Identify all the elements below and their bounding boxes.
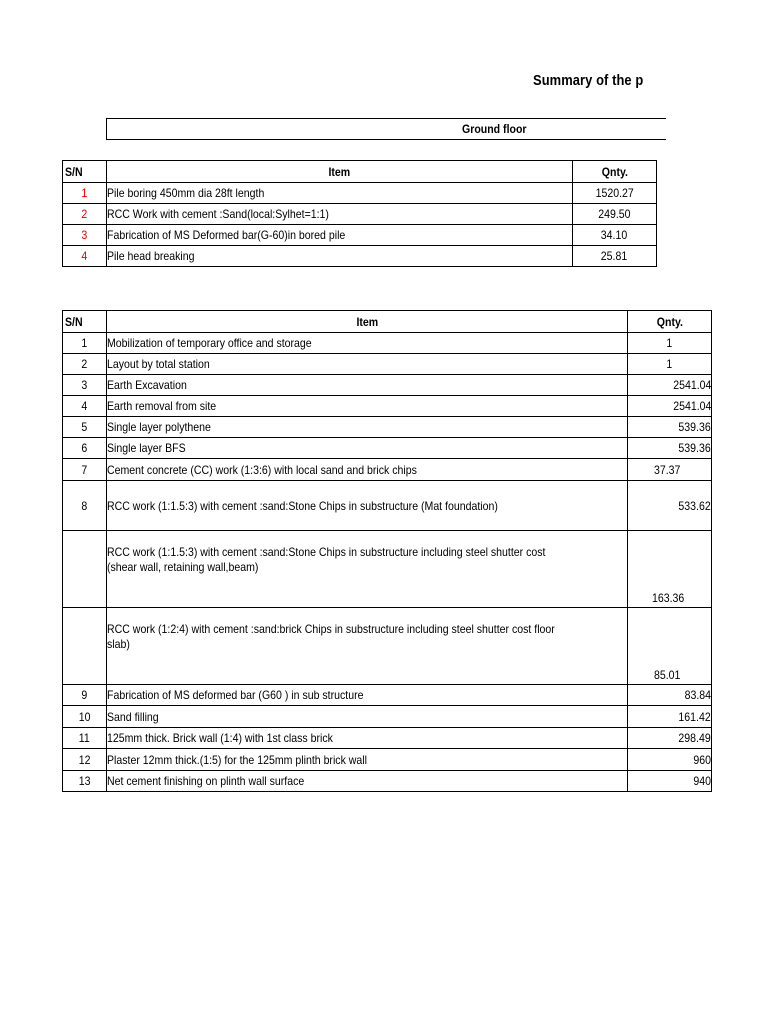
row-qty: 34.10 [573,225,657,246]
row-item: Layout by total station [107,354,628,375]
row-qty: 2541.04 [628,375,712,396]
row-item: RCC work (1:1.5:3) with cement :sand:Stone Chips in substructure including steel shutter cost (shear wall, retaining wall,beam) [107,531,628,608]
table-row [63,354,712,375]
header-qty: Qnty. [628,311,712,333]
row-qty: 25.81 [573,246,657,267]
row-item: Plaster 12mm thick.(1:5) for the 125mm plinth brick wall [107,749,628,771]
row-item: Cement concrete (CC) work (1:3:6) with local sand and brick chips [107,459,628,481]
table-row [63,481,712,531]
row-item: RCC work (1:1.5:3) with cement :sand:Stone Chips in substructure (Mat foundation) [107,481,628,531]
header-item: Item [107,311,628,333]
row-sn: 5 [63,417,107,438]
row-qty: 539.36 [628,417,712,438]
row-qty: 85.01 [628,608,712,685]
row-item: RCC work (1:2:4) with cement :sand:brick Chips in substructure including steel shutter cost floor slab) [107,608,628,685]
row-sn: 11 [63,728,107,749]
header-sn: S/N [63,311,107,333]
row-item: Single layer BFS [107,438,628,459]
row-sn: 3 [63,375,107,396]
header-qty: Qnty. [573,161,657,183]
row-sn: 2 [63,354,107,375]
row-qty: 1520.27 [573,183,657,204]
row-item: Fabrication of MS deformed bar (G60 ) in sub structure [107,685,628,706]
table-row [63,771,712,792]
row-qty: 539.36 [628,438,712,459]
row-item: Sand filling [107,706,628,728]
row-qty: 940 [628,771,712,792]
row-qty: 2541.04 [628,396,712,417]
row-qty: 163.36 [628,531,712,608]
header-item: Item [107,161,573,183]
row-qty: 533.62 [628,481,712,531]
row-qty: 83.84 [628,685,712,706]
row-sn: 1 [63,333,107,354]
table-row [63,728,712,749]
row-sn: 6 [63,438,107,459]
row-sn: 8 [63,481,107,531]
table-header-row [63,311,712,333]
table-row [63,396,712,417]
row-qty: 249.50 [573,204,657,225]
table-row [63,438,712,459]
table-row [63,204,657,225]
row-qty: 298.49 [628,728,712,749]
table-row [63,608,712,685]
ground-floor-work-table [62,310,712,792]
row-qty: 1 [628,333,712,354]
row-sn: 10 [63,706,107,728]
table-row [63,685,712,706]
row-qty: 1 [628,354,712,375]
row-sn: 12 [63,749,107,771]
floor-header-box [106,118,666,140]
row-item: Pile head breaking [107,246,573,267]
row-sn: 1 [63,183,107,204]
row-item: Single layer polythene [107,417,628,438]
row-sn: 4 [63,396,107,417]
row-sn: 2 [63,204,107,225]
table-row [63,459,712,481]
pile-work-table [62,160,657,267]
table-row [63,749,712,771]
row-item: Net cement finishing on plinth wall surface [107,771,628,792]
table-row [63,706,712,728]
header-sn: S/N [63,161,107,183]
row-sn: 7 [63,459,107,481]
table-row [63,183,657,204]
row-qty: 37.37 [628,459,712,481]
row-item: Earth removal from site [107,396,628,417]
row-sn: 4 [63,246,107,267]
row-item: RCC Work with cement :Sand(local:Sylhet=1:1) [107,204,573,225]
row-item: 125mm thick. Brick wall (1:4) with 1st class brick [107,728,628,749]
row-item: Fabrication of MS Deformed bar(G-60)in bored pile [107,225,573,246]
page-title: Summary of the p [533,72,644,89]
row-sn [63,608,107,685]
floor-label: Ground floor [462,122,527,136]
row-sn: 3 [63,225,107,246]
row-item: Earth Excavation [107,375,628,396]
table-row [63,246,657,267]
table-row [63,531,712,608]
table-header-row [63,161,657,183]
table-row [63,225,657,246]
row-qty: 161.42 [628,706,712,728]
row-item: Mobilization of temporary office and storage [107,333,628,354]
row-item: Pile boring 450mm dia 28ft length [107,183,573,204]
row-sn: 13 [63,771,107,792]
row-sn: 9 [63,685,107,706]
table-row [63,417,712,438]
row-sn [63,531,107,608]
table-row [63,333,712,354]
table-row [63,375,712,396]
row-qty: 960 [628,749,712,771]
